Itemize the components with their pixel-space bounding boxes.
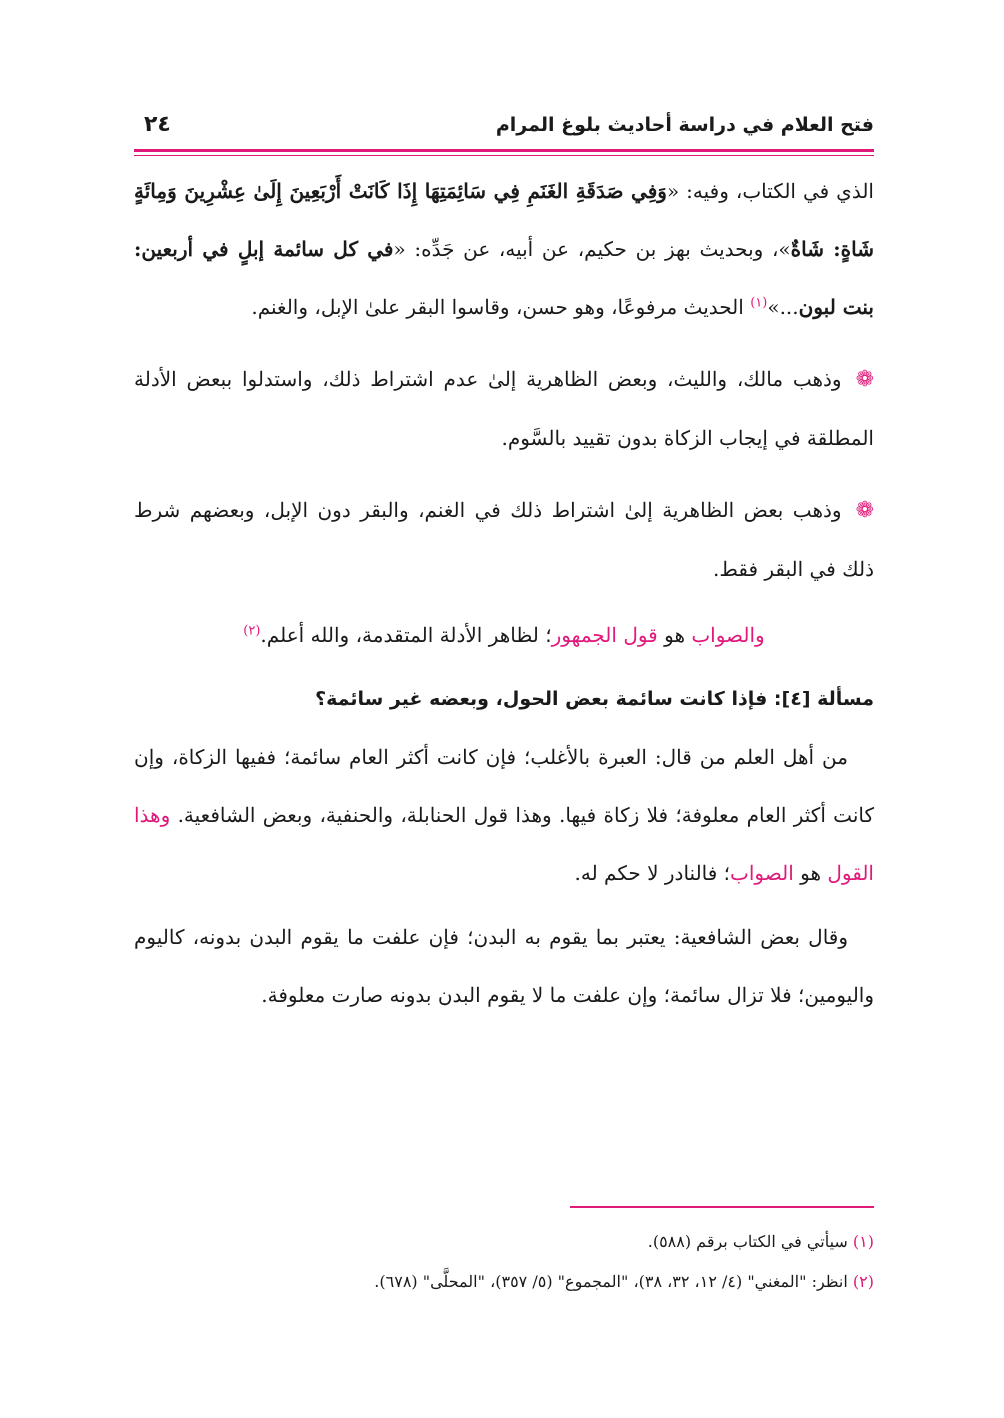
text-run: وذهب مالك، والليث، وبعض الظاهرية إلىٰ عدم اشتراط ذلك، واستدلوا ببعض الأدلة المطلقة في إيجاب الزكاة بدون تقييد بالسَّوم. [134, 367, 874, 450]
main-text [134, 160, 874, 1024]
footnote-number: (١) [852, 1232, 874, 1251]
text-run: هو [657, 623, 692, 647]
text-run: الحديث مرفوعًا، وهو حسن، وقاسوا البقر علىٰ الإبل، والغنم. [251, 295, 751, 319]
text-run: من أهل العلم من قال: العبرة بالأغلب؛ فإن كانت أكثر العام سائمة؛ ففيها الزكاة، وإن كانت أكثر العام معلوفة؛ فلا زكاة فيها. وهذا قول الحنابلة، والحنفية، وبعض الشافعية. [134, 745, 874, 827]
header-rule-thin [134, 155, 874, 156]
highlight-text: قول الجمهور [551, 623, 658, 647]
footnote-text: سيأتي في الكتاب برقم (٥٨٨). [647, 1232, 853, 1251]
highlight-text: والصواب [691, 623, 765, 647]
text-run: وذهب بعض الظاهرية إلىٰ اشتراط ذلك في الغنم، والبقر دون الإبل، وبعضهم شرط ذلك في البقر فقط. [134, 498, 874, 581]
paragraph-zahiriyya [134, 481, 874, 598]
paragraph-majority [134, 728, 874, 902]
footnote-item [134, 1222, 874, 1262]
hadith-quote: في كل سائمة إبلٍ في أربعين: بنت لبون [134, 237, 874, 319]
paragraph-conclusion [134, 606, 874, 664]
running-header [134, 108, 874, 148]
footnote-text: انظر: "المغني" (٤/ ١٢، ٣٢، ٣٨)، "المجموع" (٥/ ٣٥٧)، "المحلَّى" (٦٧٨). [374, 1272, 853, 1291]
footnote-ref[interactable]: (٢) [243, 623, 261, 639]
highlight-text: وهذا القول [134, 803, 874, 885]
footnote-separator [570, 1206, 874, 1208]
highlight-text: الصواب [730, 861, 794, 885]
footnote-ref[interactable]: (١) [750, 295, 768, 311]
flower-bullet-icon: ❁ [855, 367, 875, 392]
book-title: فتح العلام في دراسة أحاديث بلوغ المرام [495, 114, 874, 136]
paragraph-malik [134, 350, 874, 467]
text-run: الذي في الكتاب، وفيه: « [666, 179, 874, 203]
footnotes [134, 1222, 874, 1302]
hadith-quote: وَفِي صَدَقَةِ الغَنَمِ فِي سَائِمَتِهَا إِذَا كَانَتْ أَرْبَعِينَ إِلَىٰ عِشْرِينَ وَمِائَةٍ شَاةٍ: شَاةٌ [134, 179, 874, 261]
issue-label: مسألة [٤]: [773, 688, 874, 710]
text-run: ؛ لظاهر الأدلة المتقدمة، والله أعلم. [260, 623, 552, 647]
text-run: هو [793, 861, 828, 885]
issue-heading [134, 676, 874, 722]
paragraph-shafii [134, 908, 874, 1024]
text-run: »، وبحديث بهز بن حكيم، عن أبيه، عن جَدِّه: « [393, 237, 791, 261]
flower-bullet-icon: ❁ [855, 498, 874, 523]
header-rule-thick [134, 149, 874, 152]
text-run: ؛ فالنادر لا حكم له. [574, 861, 731, 885]
footnote-item [134, 1262, 874, 1302]
issue-text: فإذا كانت سائمة بعض الحول، وبعضه غير سائمة؟ [315, 688, 774, 710]
text-run: ...» [767, 295, 799, 319]
page-number: ٢٤ [144, 112, 171, 137]
text-run: وقال بعض الشافعية: يعتبر بما يقوم به البدن؛ فإن علفت ما يقوم البدن بدونه، كاليوم واليومين؛ فلا تزال سائمة؛ وإن علفت ما لا يقوم البدن بدونه صارت معلوفة. [134, 925, 874, 1007]
paragraph-intro [134, 162, 874, 336]
footnote-number: (٢) [852, 1272, 874, 1291]
